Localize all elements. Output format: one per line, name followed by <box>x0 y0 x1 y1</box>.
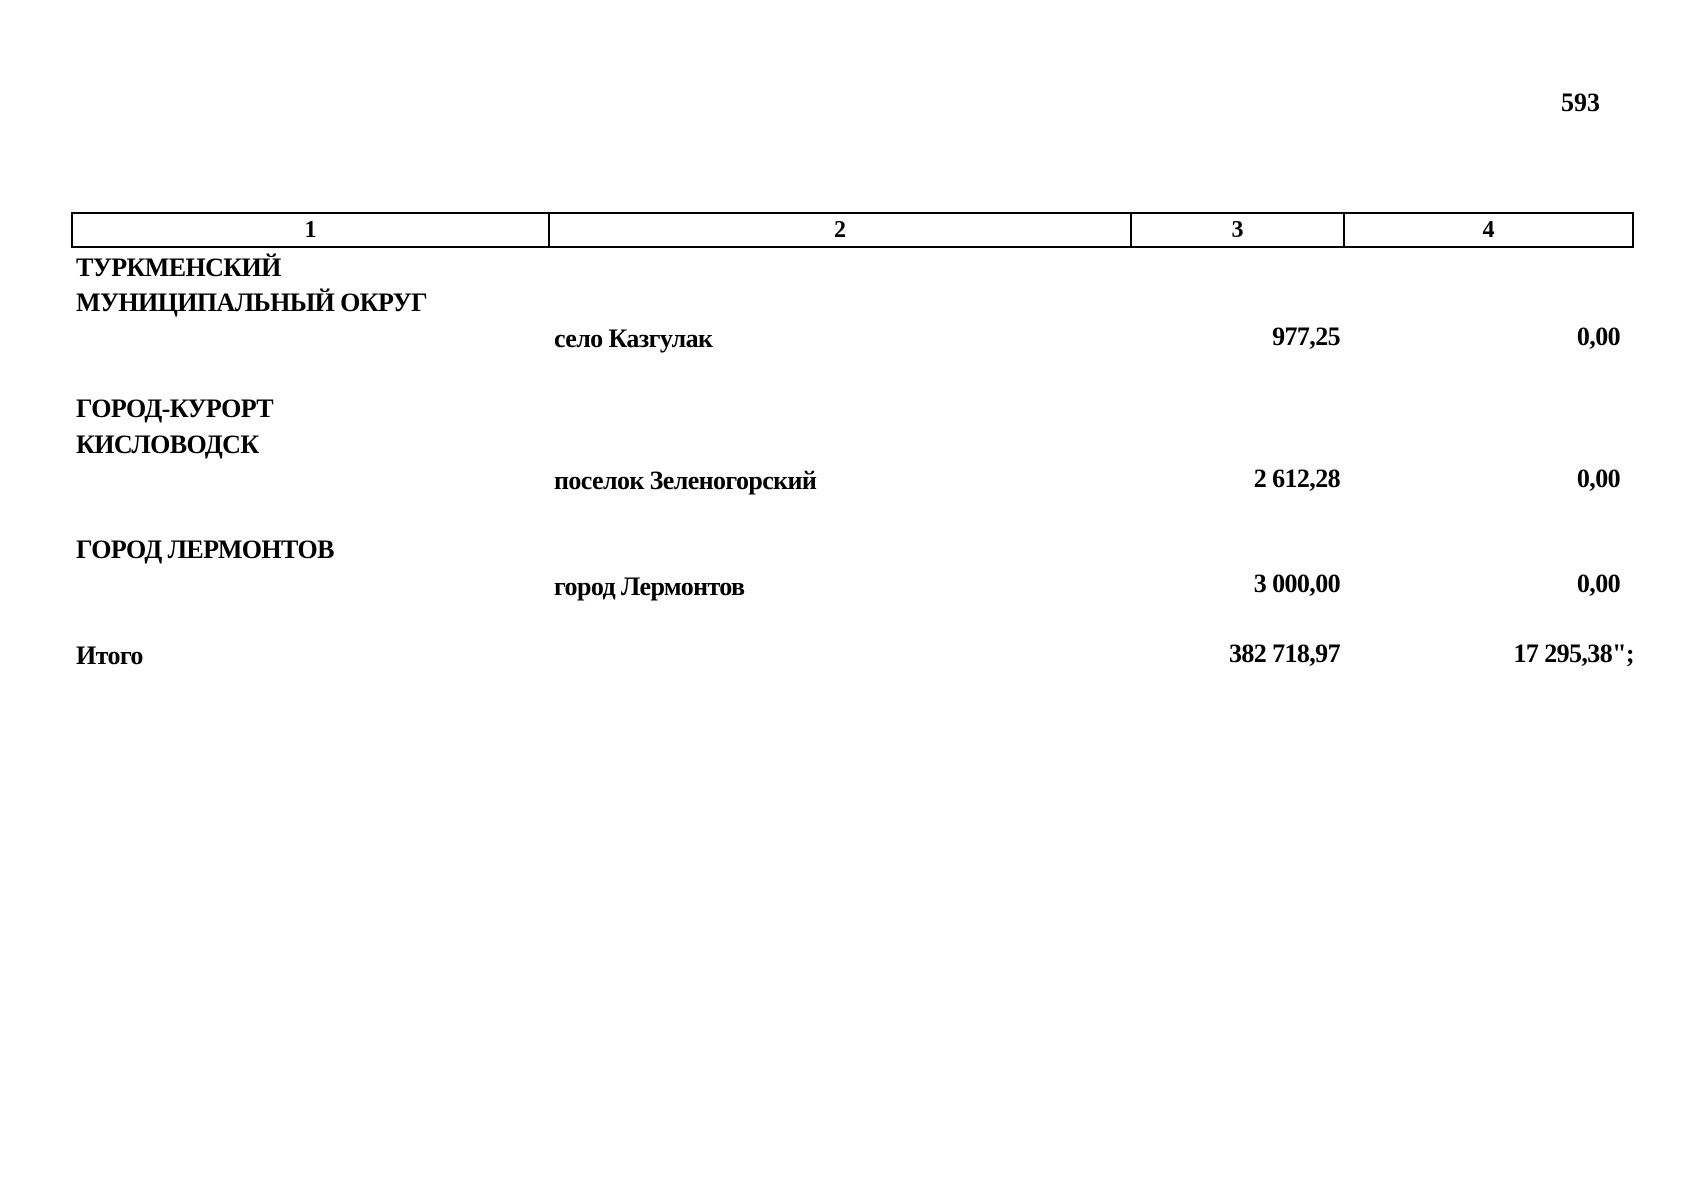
column-3-value: 3 000,00 <box>1253 569 1340 598</box>
district-name-line: КИСЛОВОДСК <box>76 430 259 459</box>
district-name-line: МУНИЦИПАЛЬНЫЙ ОКРУГ <box>76 288 428 317</box>
settlement-name: поселок Зеленогорский <box>554 466 817 495</box>
column-header-3: 3 <box>1132 214 1345 246</box>
column-3-value: 977,25 <box>1272 322 1340 351</box>
page-number: 593 <box>1561 88 1600 117</box>
column-header-1: 1 <box>73 214 550 246</box>
district-name-line: ГОРОД ЛЕРМОНТОВ <box>76 535 334 564</box>
total-label: Итого <box>76 641 143 670</box>
column-header-4: 4 <box>1482 216 1495 243</box>
column-4-value: 0,00 <box>1576 464 1620 493</box>
column-4-value: 0,00 <box>1576 569 1620 598</box>
column-3-value: 2 612,28 <box>1253 464 1340 493</box>
column-4-value: 0,00 <box>1576 322 1620 351</box>
district-name-line: ТУРКМЕНСКИЙ <box>76 253 281 282</box>
district-name-line: ГОРОД-КУРОРТ <box>76 394 274 423</box>
total-column-3-value: 382 718,97 <box>1228 639 1340 668</box>
settlement-name: город Лермонтов <box>554 572 745 601</box>
settlement-name: село Казгулак <box>554 324 713 353</box>
table-header <box>71 212 1634 248</box>
column-header-2: 2 <box>550 214 1132 246</box>
total-column-4-value: 17 295,38"; <box>1513 639 1634 668</box>
